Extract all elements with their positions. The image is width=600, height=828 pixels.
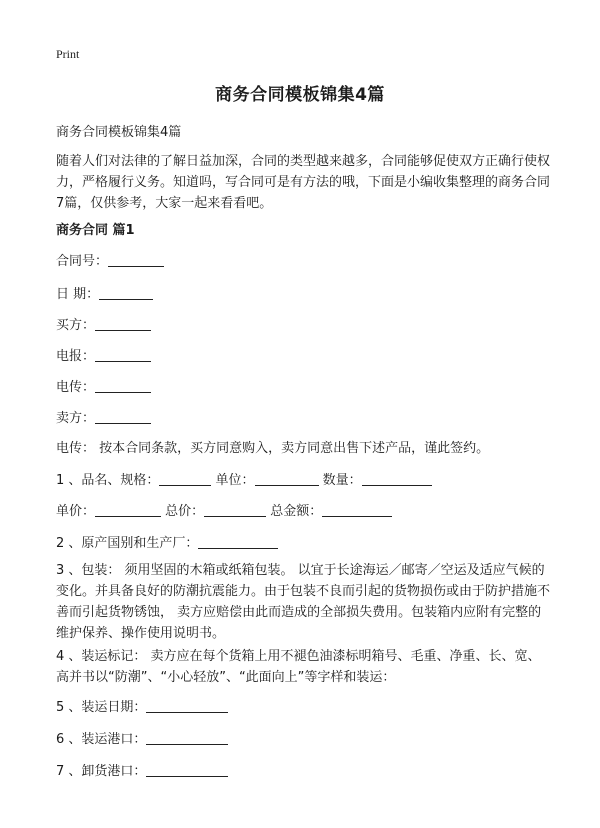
- item1-name-label: 1 、品名、规格：: [56, 473, 160, 488]
- date-label: 日 期：: [56, 287, 100, 302]
- contract-no-label: 合同号：: [56, 254, 109, 269]
- print-label: Print: [56, 47, 80, 61]
- price-line: [56, 500, 392, 519]
- price-total-amount-label: 总金额：: [266, 504, 323, 519]
- document-title: 商务合同模板锦集4篇: [215, 85, 385, 105]
- item1-line: [56, 469, 432, 488]
- fax-blank: [95, 378, 151, 393]
- price-unit-blank: [95, 502, 161, 517]
- price-unit-label: 单价：: [56, 504, 96, 519]
- buyer-blank: [95, 316, 151, 331]
- item2-origin-blank: [198, 534, 278, 549]
- fax-clause: 电传： 按本合同条款，买方同意购入，卖方同意出售下述产品，谨此签约。: [56, 441, 490, 456]
- telegraph-label: 电报：: [56, 349, 96, 364]
- buyer-label: 买方：: [56, 318, 96, 333]
- item1-qty-label: 数量：: [318, 473, 362, 488]
- date-line: [56, 283, 153, 302]
- buyer-line: [56, 314, 151, 333]
- item4-marking: 4 、装运标记： 卖方应在每个货箱上用不褪色油漆标明箱号、毛重、净重、长、宽、高并书以“防潮”、“小心轻放”、“此面向上”等字样和装运：: [56, 649, 541, 685]
- item1-name-blank: [159, 471, 211, 486]
- item1-unit-label: 单位：: [211, 473, 255, 488]
- item1-unit-blank: [255, 471, 319, 486]
- section-title: 商务合同 篇1: [56, 223, 135, 238]
- item5-date-blank: [146, 698, 228, 713]
- intro-paragraph: 随着人们对法律的了解日益加深，合同的类型越来越多，合同能够促使双方正确行使权力，严格履行义务。知道吗，写合同可是有方法的哦，下面是小编收集整理的商务合同7篇，仅供参考，大家一起来看看吧。: [56, 154, 551, 211]
- contract-no-blank: [108, 252, 164, 267]
- seller-line: [56, 407, 151, 426]
- item5-line: [56, 696, 228, 715]
- telegraph-blank: [95, 347, 151, 362]
- contract-no-line: [56, 250, 164, 269]
- item6-port-blank: [146, 730, 228, 745]
- price-total-amount-blank: [322, 502, 392, 517]
- seller-blank: [95, 409, 151, 424]
- telegraph-line: [56, 345, 151, 364]
- item5-date-label: 5 、装运日期：: [56, 700, 147, 715]
- item7-port-label: 7 、卸货港口：: [56, 764, 147, 779]
- document-subtitle: 商务合同模板锦集4篇: [56, 125, 182, 140]
- item2-line: [56, 532, 278, 551]
- price-total-label: 总价：: [161, 504, 205, 519]
- price-total-blank: [204, 502, 266, 517]
- item2-origin-label: 2 、原产国别和生产厂：: [56, 536, 199, 551]
- item7-line: [56, 760, 228, 779]
- item3-packing: 3 、包装： 须用坚固的木箱或纸箱包装。 以宜于长途海运／邮寄／空运及适应气候的变化。并具备良好的防潮抗震能力。由于包装不良而引起的货物损伤或由于防护措施不善而引起货物锈蚀， 卖方应赔偿由此而造成的全部损失费用。包装箱内应附有完整的维护保养、操作使用说明书。: [56, 563, 551, 641]
- fax-label: 电传：: [56, 380, 96, 395]
- item6-line: [56, 728, 228, 747]
- seller-label: 卖方：: [56, 411, 96, 426]
- item7-port-blank: [146, 762, 228, 777]
- item1-qty-blank: [362, 471, 432, 486]
- item6-port-label: 6 、装运港口：: [56, 732, 147, 747]
- date-blank: [99, 285, 153, 300]
- fax-line: [56, 376, 151, 395]
